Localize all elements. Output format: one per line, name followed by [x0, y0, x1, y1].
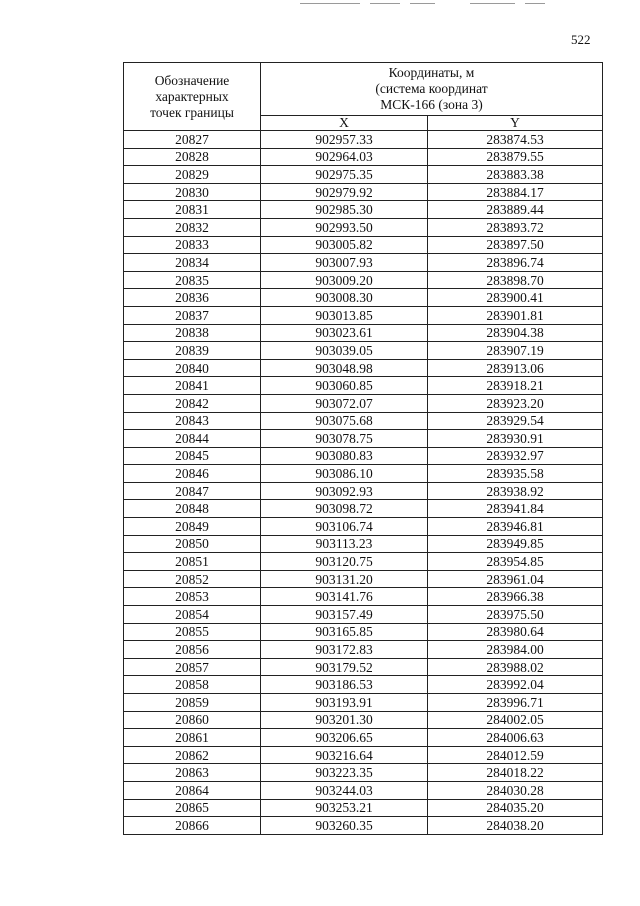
y-coordinate-cell: 284012.59 — [428, 746, 603, 764]
y-coordinate-cell: 283946.81 — [428, 518, 603, 536]
point-cell: 20846 — [124, 465, 261, 483]
point-cell: 20861 — [124, 729, 261, 747]
table-row — [124, 324, 603, 342]
table-row — [124, 201, 603, 219]
x-coordinate-cell: 902979.92 — [261, 183, 428, 201]
y-coordinate-cell: 283874.53 — [428, 131, 603, 149]
x-coordinate-cell: 903244.03 — [261, 781, 428, 799]
y-column-header: Y — [428, 116, 603, 131]
table-row — [124, 535, 603, 553]
x-coordinate-cell: 903023.61 — [261, 324, 428, 342]
table-row — [124, 764, 603, 782]
point-cell: 20828 — [124, 148, 261, 166]
table-row — [124, 500, 603, 518]
point-cell: 20833 — [124, 236, 261, 254]
y-coordinate-cell: 283893.72 — [428, 218, 603, 236]
x-coordinate-cell: 903106.74 — [261, 518, 428, 536]
table-row — [124, 588, 603, 606]
y-coordinate-cell: 283941.84 — [428, 500, 603, 518]
table-row — [124, 465, 603, 483]
x-coordinate-cell: 902985.30 — [261, 201, 428, 219]
table-row — [124, 166, 603, 184]
scan-artifact-line — [525, 3, 545, 4]
point-cell: 20842 — [124, 394, 261, 412]
x-coordinate-cell: 902957.33 — [261, 131, 428, 149]
table-row — [124, 623, 603, 641]
point-cell: 20860 — [124, 711, 261, 729]
table-row — [124, 447, 603, 465]
x-coordinate-cell: 903172.83 — [261, 641, 428, 659]
y-coordinate-cell: 283935.58 — [428, 465, 603, 483]
table-row — [124, 430, 603, 448]
point-cell: 20859 — [124, 694, 261, 712]
y-coordinate-cell: 283975.50 — [428, 606, 603, 624]
point-cell: 20839 — [124, 342, 261, 360]
x-coordinate-cell: 903005.82 — [261, 236, 428, 254]
y-coordinate-cell: 283949.85 — [428, 535, 603, 553]
y-coordinate-cell: 284030.28 — [428, 781, 603, 799]
y-coordinate-cell: 283996.71 — [428, 694, 603, 712]
x-coordinate-cell: 902964.03 — [261, 148, 428, 166]
point-cell: 20834 — [124, 254, 261, 272]
point-cell: 20845 — [124, 447, 261, 465]
y-coordinate-cell: 283907.19 — [428, 342, 603, 360]
table-row — [124, 799, 603, 817]
table-row — [124, 218, 603, 236]
y-coordinate-cell: 283966.38 — [428, 588, 603, 606]
table-row — [124, 271, 603, 289]
point-cell: 20855 — [124, 623, 261, 641]
table-row — [124, 570, 603, 588]
table-row — [124, 518, 603, 536]
x-coordinate-cell: 903260.35 — [261, 817, 428, 835]
y-coordinate-cell: 283929.54 — [428, 412, 603, 430]
point-cell: 20866 — [124, 817, 261, 835]
table-row — [124, 412, 603, 430]
y-coordinate-cell: 283884.17 — [428, 183, 603, 201]
point-cell: 20863 — [124, 764, 261, 782]
point-cell: 20835 — [124, 271, 261, 289]
x-coordinate-cell: 903216.64 — [261, 746, 428, 764]
table-row — [124, 394, 603, 412]
x-coordinate-cell: 903078.75 — [261, 430, 428, 448]
table-row — [124, 148, 603, 166]
table-row — [124, 377, 603, 395]
x-coordinate-cell: 903008.30 — [261, 289, 428, 307]
point-cell: 20848 — [124, 500, 261, 518]
point-cell: 20847 — [124, 482, 261, 500]
y-coordinate-cell: 283938.92 — [428, 482, 603, 500]
x-coordinate-cell: 903131.20 — [261, 570, 428, 588]
header-text-line: Обозначение — [154, 72, 230, 88]
header-text-line: Координаты, м — [388, 65, 475, 80]
point-cell: 20844 — [124, 430, 261, 448]
point-designation-header — [124, 63, 261, 131]
y-coordinate-cell: 283932.97 — [428, 447, 603, 465]
point-cell: 20837 — [124, 306, 261, 324]
header-text-line: характерных — [155, 88, 229, 104]
y-coordinate-cell: 284002.05 — [428, 711, 603, 729]
x-coordinate-cell: 903080.83 — [261, 447, 428, 465]
x-coordinate-cell: 903098.72 — [261, 500, 428, 518]
point-cell: 20854 — [124, 606, 261, 624]
point-cell: 20830 — [124, 183, 261, 201]
table-row — [124, 606, 603, 624]
x-coordinate-cell: 903075.68 — [261, 412, 428, 430]
y-coordinate-cell: 283954.85 — [428, 553, 603, 571]
table-row — [124, 641, 603, 659]
table-row — [124, 694, 603, 712]
table-row — [124, 306, 603, 324]
table-row — [124, 676, 603, 694]
table-row — [124, 236, 603, 254]
table-row — [124, 553, 603, 571]
y-coordinate-cell: 283992.04 — [428, 676, 603, 694]
point-cell: 20831 — [124, 201, 261, 219]
y-coordinate-cell: 283930.91 — [428, 430, 603, 448]
x-coordinate-cell: 903157.49 — [261, 606, 428, 624]
y-coordinate-cell: 283883.38 — [428, 166, 603, 184]
coordinates-table — [123, 62, 603, 835]
y-coordinate-cell: 283904.38 — [428, 324, 603, 342]
x-coordinate-cell: 903186.53 — [261, 676, 428, 694]
x-coordinate-cell: 903223.35 — [261, 764, 428, 782]
x-coordinate-cell: 903141.76 — [261, 588, 428, 606]
x-coordinate-cell: 902993.50 — [261, 218, 428, 236]
point-cell: 20865 — [124, 799, 261, 817]
x-coordinate-cell: 903086.10 — [261, 465, 428, 483]
y-coordinate-cell: 283879.55 — [428, 148, 603, 166]
y-coordinate-cell: 283918.21 — [428, 377, 603, 395]
point-cell: 20857 — [124, 658, 261, 676]
x-coordinate-cell: 903060.85 — [261, 377, 428, 395]
x-coordinate-cell: 903039.05 — [261, 342, 428, 360]
x-coordinate-cell: 903120.75 — [261, 553, 428, 571]
x-coordinate-cell: 903072.07 — [261, 394, 428, 412]
y-coordinate-cell: 283980.64 — [428, 623, 603, 641]
header-text-line: точек границы — [150, 104, 234, 120]
y-coordinate-cell: 284038.20 — [428, 817, 603, 835]
point-cell: 20850 — [124, 535, 261, 553]
point-cell: 20852 — [124, 570, 261, 588]
point-cell: 20862 — [124, 746, 261, 764]
x-coordinate-cell: 902975.35 — [261, 166, 428, 184]
point-cell: 20827 — [124, 131, 261, 149]
scan-artifact-line — [370, 3, 400, 4]
point-cell: 20829 — [124, 166, 261, 184]
table-row — [124, 342, 603, 360]
table-row — [124, 359, 603, 377]
table-row — [124, 746, 603, 764]
y-coordinate-cell: 283897.50 — [428, 236, 603, 254]
x-coordinate-cell: 903165.85 — [261, 623, 428, 641]
x-coordinate-cell: 903007.93 — [261, 254, 428, 272]
header-text-line: МСК-166 (зона 3) — [380, 97, 483, 112]
table-row — [124, 289, 603, 307]
y-coordinate-cell: 283900.41 — [428, 289, 603, 307]
x-coordinate-cell: 903048.98 — [261, 359, 428, 377]
table-row — [124, 658, 603, 676]
x-coordinate-cell: 903092.93 — [261, 482, 428, 500]
x-coordinate-cell: 903113.23 — [261, 535, 428, 553]
scan-artifact-line — [410, 3, 435, 4]
y-coordinate-cell: 284018.22 — [428, 764, 603, 782]
point-cell: 20843 — [124, 412, 261, 430]
point-cell: 20851 — [124, 553, 261, 571]
point-cell: 20853 — [124, 588, 261, 606]
table-header — [124, 63, 603, 131]
y-coordinate-cell: 283984.00 — [428, 641, 603, 659]
table-body — [124, 131, 603, 835]
point-cell: 20864 — [124, 781, 261, 799]
point-cell: 20858 — [124, 676, 261, 694]
table-row — [124, 183, 603, 201]
table-row — [124, 781, 603, 799]
point-cell: 20841 — [124, 377, 261, 395]
x-coordinate-cell: 903179.52 — [261, 658, 428, 676]
point-cell: 20840 — [124, 359, 261, 377]
table-row — [124, 131, 603, 149]
coordinates-header — [261, 63, 603, 116]
x-coordinate-cell: 903009.20 — [261, 271, 428, 289]
table-row — [124, 729, 603, 747]
y-coordinate-cell: 283913.06 — [428, 359, 603, 377]
x-coordinate-cell: 903193.91 — [261, 694, 428, 712]
x-coordinate-cell: 903253.21 — [261, 799, 428, 817]
x-coordinate-cell: 903013.85 — [261, 306, 428, 324]
point-cell: 20836 — [124, 289, 261, 307]
point-cell: 20856 — [124, 641, 261, 659]
page-number: 522 — [571, 32, 591, 47]
point-cell: 20838 — [124, 324, 261, 342]
y-coordinate-cell: 284006.63 — [428, 729, 603, 747]
scan-artifact-line — [300, 3, 360, 4]
y-coordinate-cell: 284035.20 — [428, 799, 603, 817]
x-coordinate-cell: 903201.30 — [261, 711, 428, 729]
x-column-header: X — [261, 116, 428, 131]
y-coordinate-cell: 283896.74 — [428, 254, 603, 272]
point-cell: 20849 — [124, 518, 261, 536]
y-coordinate-cell: 283923.20 — [428, 394, 603, 412]
scan-artifact-line — [470, 3, 515, 4]
y-coordinate-cell: 283988.02 — [428, 658, 603, 676]
y-coordinate-cell: 283889.44 — [428, 201, 603, 219]
table-row — [124, 711, 603, 729]
y-coordinate-cell: 283961.04 — [428, 570, 603, 588]
y-coordinate-cell: 283901.81 — [428, 306, 603, 324]
point-cell: 20832 — [124, 218, 261, 236]
x-coordinate-cell: 903206.65 — [261, 729, 428, 747]
y-coordinate-cell: 283898.70 — [428, 271, 603, 289]
table-row — [124, 817, 603, 835]
header-text-line: (система координат — [375, 81, 488, 96]
table-row — [124, 482, 603, 500]
table-row — [124, 254, 603, 272]
